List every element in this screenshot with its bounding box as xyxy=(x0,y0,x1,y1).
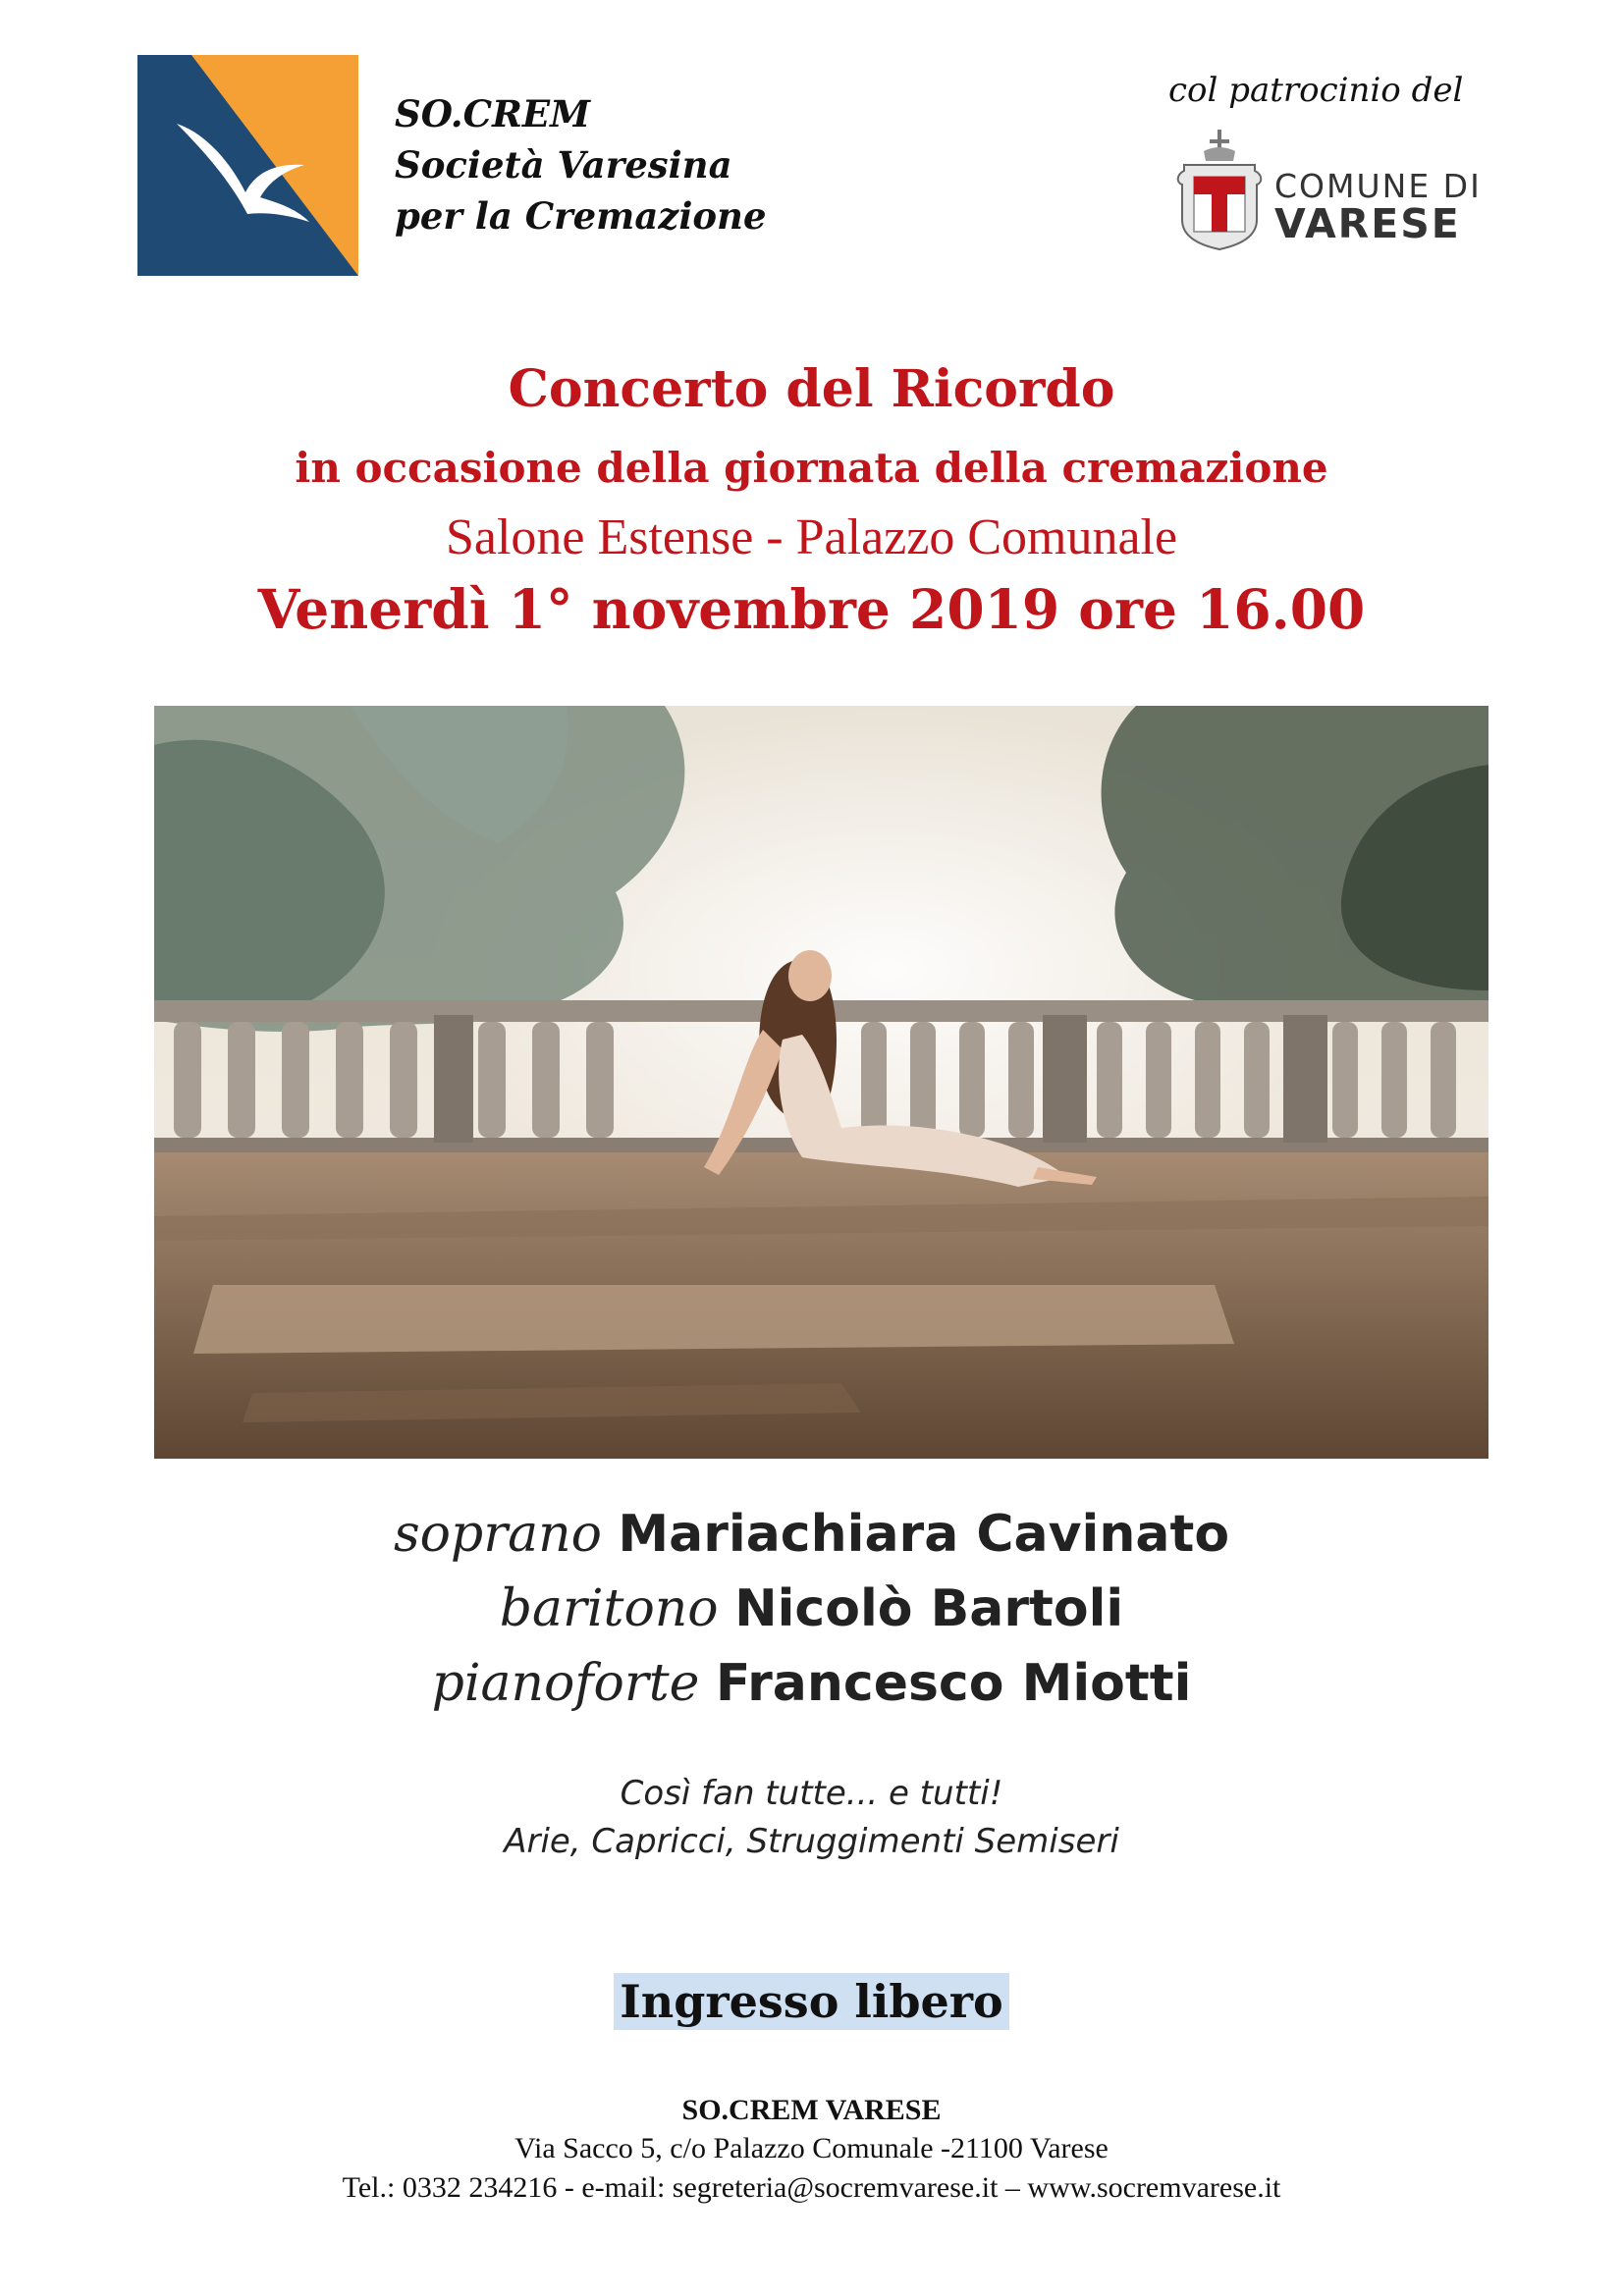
socrem-logo xyxy=(137,55,358,276)
org-subtitle-line1: Società Varesina xyxy=(395,143,732,187)
admission-text: Ingresso libero xyxy=(614,1973,1008,2030)
footer-contacts[interactable]: Tel.: 0332 234216 - e-mail: segreteria@socremvarese.it – www.socremvarese.it xyxy=(342,2171,1281,2204)
program-subtitle: Arie, Capricci, Struggimenti Semiseri xyxy=(504,1822,1119,1861)
event-date-time: Venerdì 1° novembre 2019 ore 16.00 xyxy=(257,577,1366,641)
performer-3 xyxy=(0,1654,1623,1713)
comune-city: VARESE xyxy=(1274,200,1461,247)
event-venue: Salone Estense - Palazzo Comunale xyxy=(445,509,1178,565)
performer-name: Nicolò Bartoli xyxy=(734,1579,1124,1638)
performer-2 xyxy=(0,1579,1623,1638)
performer-role: baritono xyxy=(499,1579,719,1638)
org-subtitle-line2: per la Cremazione xyxy=(395,194,767,238)
concert-photo xyxy=(154,706,1488,1459)
admission-block xyxy=(0,1973,1623,2030)
org-name: SO.CREM xyxy=(395,92,591,135)
varese-crest-icon xyxy=(1174,126,1265,253)
event-title: Concerto del Ricordo xyxy=(508,359,1115,419)
footer-address: Via Sacco 5, c/o Palazzo Comunale -21100 Varese xyxy=(514,2132,1109,2164)
performer-role: pianoforte xyxy=(431,1654,700,1713)
comune-label: COMUNE DI xyxy=(1274,167,1482,205)
performer-1 xyxy=(0,1505,1623,1564)
performer-name: Francesco Miotti xyxy=(715,1654,1192,1713)
performer-role: soprano xyxy=(393,1505,602,1564)
patronage-text: col patrocinio del xyxy=(1168,71,1464,110)
performer-name: Mariachiara Cavinato xyxy=(618,1505,1230,1564)
footer-org: SO.CREM VARESE xyxy=(681,2094,942,2126)
org-name-block xyxy=(395,88,767,241)
program-title: Così fan tutte... e tutti! xyxy=(620,1774,1003,1813)
event-occasion: in occasione della giornata della cremazione xyxy=(295,444,1328,492)
